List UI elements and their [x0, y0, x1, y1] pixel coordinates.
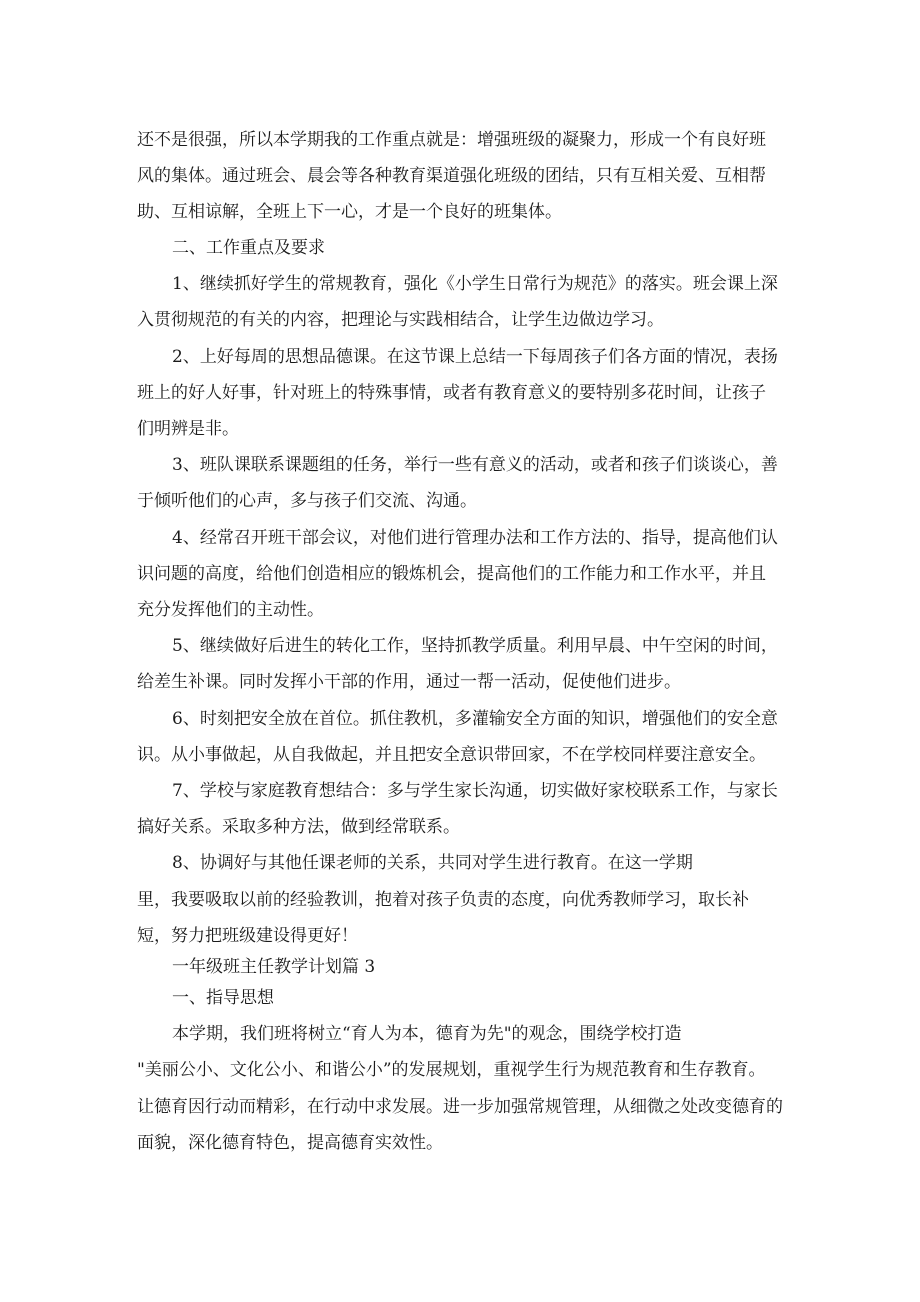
section-heading: 二、工作重点及要求 — [172, 238, 325, 258]
body-line: 短，努力把班级建设得更好！ — [137, 926, 358, 946]
body-line: 助、互相谅解，全班上下一心，才是一个良好的班集体。 — [137, 202, 562, 222]
chapter-title: 一年级班主任教学计划篇 3 — [172, 957, 376, 977]
body-line: 里，我要吸取以前的经验教训，抱着对孩子负责的态度，向优秀教师学习，取长补 — [137, 890, 749, 910]
body-line: 6、时刻把安全放在首位。抓住教机，多灌输安全方面的知识，增强他们的安全意 — [172, 709, 778, 729]
body-line: 风的集体。通过班会、晨会等各种教育渠道强化班级的团结，只有互相关爱、互相帮 — [137, 166, 766, 186]
section-heading: 一、指导思想 — [172, 988, 274, 1008]
body-line: 识。从小事做起，从自我做起，并且把安全意识带回家，不在学校同样要注意安全。 — [137, 745, 766, 765]
body-line: 8、协调好与其他任课老师的关系，共同对学生进行教育。在这一学期 — [172, 853, 693, 873]
body-line: 5、继续做好后进生的转化工作，坚持抓教学质量。利用早晨、中午空闲的时间， — [172, 636, 778, 656]
body-line: 搞好关系。采取多种方法，做到经常联系。 — [137, 817, 460, 837]
body-line: 1、继续抓好学生的常规教育，强化《小学生日常行为规范》的落实。班会课上深 — [172, 274, 778, 294]
body-line: 还不是很强，所以本学期我的工作重点就是：增强班级的凝聚力，形成一个有良好班 — [137, 130, 766, 150]
body-line: 班上的好人好事，针对班上的特殊事情，或者有教育意义的要特别多花时间，让孩子 — [137, 383, 766, 403]
body-line: 本学期，我们班将树立“育人为本，德育为先"的观念，围绕学校打造 — [172, 1024, 682, 1044]
body-line: 7、学校与家庭教育想结合：多与学生家长沟通，切实做好家校联系工作，与家长 — [172, 781, 778, 801]
body-line: "美丽公小、文化公小、和谐公小”的发展规划，重视学生行为规范教育和生存教育。 — [137, 1060, 766, 1080]
body-line: 3、班队课联系课题组的任务，举行一些有意义的活动，或者和孩子们谈谈心，善 — [172, 455, 778, 475]
body-line: 充分发挥他们的主动性。 — [137, 600, 324, 620]
body-line: 于倾听他们的心声，多与孩子们交流、沟通。 — [137, 491, 477, 511]
body-line: 让德育因行动而精彩，在行动中求发展。进一步加强常规管理，从细微之处改变德育的 — [137, 1097, 783, 1117]
body-line: 入贯彻规范的有关的内容，把理论与实践相结合，让学生边做边学习。 — [137, 310, 664, 330]
body-line: 识问题的高度，给他们创造相应的锻炼机会，提高他们的工作能力和工作水平，并且 — [137, 564, 766, 584]
body-line: 4、经常召开班干部会议，对他们进行管理办法和工作方法的、指导，提高他们认 — [172, 528, 778, 548]
body-line: 给差生补课。同时发挥小干部的作用，通过一帮一活动，促使他们进步。 — [137, 672, 681, 692]
body-line: 面貌，深化德育特色，提高德育实效性。 — [137, 1133, 443, 1153]
body-line: 2、上好每周的思想品德课。在这节课上总结一下每周孩子们各方面的情况，表扬 — [172, 347, 778, 367]
body-line: 们明辨是非。 — [137, 419, 239, 439]
